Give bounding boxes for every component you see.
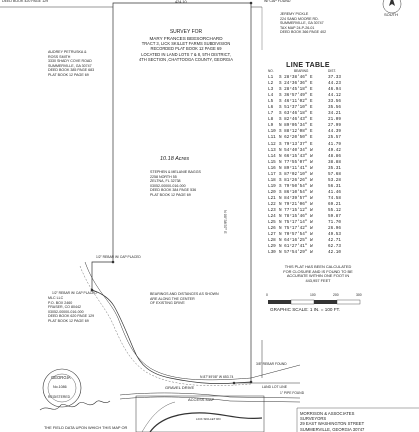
line-bearing: N 64°16'25" W [279,238,313,244]
line-dist: 38.88 [328,159,341,165]
line-no: L29 [268,244,276,250]
scale-caption: GRAPHIC SCALE: 1 IN. = 100 FT. [270,307,341,312]
line-dist: 26.96 [328,226,341,232]
line-no: L13 [268,147,276,153]
east-boundary-bearing: N 00°38'37" E [223,210,227,234]
line-no: L25 [268,220,276,226]
owner-line: STEPHEN & MELANIE BAGGS [150,170,201,174]
line-no: L28 [268,238,276,244]
title-line: SURVEY FOR [169,29,203,35]
line-dist: 56.31 [328,183,341,189]
owner-line: PLAT BOOK 12 PAGE 69 [48,318,89,323]
owner-line: 224 SAND MOORE RD. [280,16,319,21]
line-no: L1 [268,75,274,80]
access-map-road: LICK SKILLET RD [196,417,221,421]
line-bearing: S 88°12'08" E [279,129,313,135]
line-no: L4 [268,93,274,99]
owner-line: DEED BOOK 384 PAGE 536 [150,188,197,193]
seal-number: No.1086 [53,385,67,389]
owner-line: AUDREY PETRUSKA & [48,50,87,54]
line-bearing: N 61°27'41" W [279,244,313,250]
owner-line: SUMMERVILLE, GA 30747 [280,21,324,26]
line-no: L11 [268,135,276,141]
bottom-boundary-dimension: N 87°49'08" W 653.74 [200,375,234,379]
owner-line: FRASER, CO 80442 [48,305,81,310]
owner-west [48,296,94,324]
line-bearing: S 24°36'36" E [279,81,313,87]
line-dist: 57.68 [328,171,341,177]
line-dist: 59.87 [328,214,341,220]
line-no: L23 [268,208,276,214]
line-dist: 41.79 [328,141,341,147]
line-dist: 35.56 [328,105,341,111]
line-bearing: N 84°39'57" W [279,195,313,201]
line-no: L2 [268,81,274,87]
line-dist: 44.23 [328,81,341,87]
title-line: 4TH SECTION ,CHATTOOGA COUNTY, GEORGIA [139,56,233,62]
owner-line: 2258 NORTH 55 [150,174,177,179]
top-right-cap-note: W/ CAP FOUND [264,0,291,3]
surveyor-line: SURVEYORS [300,416,327,422]
owner-line: 03052-00000-016-000 [48,309,84,314]
closure-line: THIS PLAT HAS BEEN CALCULATED [284,264,352,269]
line-bearing: S 81°26'26" W [279,177,313,183]
line-no: L6 [268,105,274,111]
line-no: L24 [268,214,276,220]
closure-note [272,265,364,283]
header-dist: DIST. [328,69,336,73]
line-no: L19 [268,183,276,189]
line-dist: 44.12 [328,93,341,99]
line-bearing: S 36°57'49" E [279,93,313,99]
line-no: L26 [268,226,276,232]
line-bearing: N 78°15'46" W [279,214,313,220]
line-no: L30 [268,250,276,256]
line-no: L20 [268,189,276,195]
seal-bottom-text: REGISTERED [48,395,71,399]
title-line: RECORDED PLAT BOOK 12 PAGE 69 [150,46,222,52]
line-bearing: N 66°15'43" W [279,153,313,159]
line-dist: 46.94 [328,87,341,93]
line-bearing: N 70°57'54" W [279,232,313,238]
line-table-title: LINE TABLE [286,62,330,69]
surveyor-line: MORRISON & ASSOCIATES [300,411,355,416]
title-line: MARY FRANCES BEESORCHARD [149,35,223,41]
line-dist: 62.73 [328,244,341,250]
line-dist: 74.58 [328,195,341,201]
owner-line: TAX MAP 24-P-26-01 [280,25,315,30]
owner-left [48,50,94,78]
header-bearing: BEARING [294,69,309,73]
scale-tick: 300 [356,293,362,297]
line-dist: 27.99 [328,123,341,129]
line-bearing: N 75°17'42" W [279,226,313,232]
line-bearing: N 77°55'07" W [279,159,313,165]
road-name: GRAVEL DRIVE [165,385,195,390]
owner-line: PLAT BOOK 12 PAGE 69 [150,192,191,197]
line-bearing: N 57°54'29" W [279,250,313,256]
line-no: L14 [268,153,276,159]
road-note-line: OF EXISTING DRIVE [150,301,185,306]
road-note-line: ARE ALONG THE CENTER [150,296,195,301]
owner-top-right [280,12,326,35]
owner-center [150,170,201,198]
scale-tick: 100 [310,293,316,297]
line-dist: 25.57 [328,135,341,141]
owner-line: ZELTNA, FL 32738 [150,179,181,184]
line-dist: 48.86 [328,153,341,159]
line-dist: 42.71 [328,238,341,244]
owner-line: SUMMERVILLE, GA 30747 [48,63,92,68]
scale-tick: 200 [333,293,339,297]
acreage-label: 10.18 Acres [160,156,190,162]
line-bearing: N 75°17'14" W [279,220,313,226]
line-bearing: N 54°40'34" W [279,147,313,153]
line-no: L5 [268,99,274,105]
title-line: TRACT 3, LICK SKILLET FARMS SUBDIVISION [141,41,231,47]
line-no: L22 [268,201,276,207]
line-bearing: S 28°38'46" E [279,75,313,80]
line-bearing: N 89°11'41" W [279,165,313,171]
closure-line: 443,957 FEET [305,277,331,283]
line-dist: 42.10 [328,250,341,256]
surveyor-line: 29 EAST WASHINGTON STREET [300,421,365,427]
scale-tick: 0 [266,293,268,297]
line-dist: 55.12 [328,208,341,214]
line-dist: 34.21 [328,111,341,117]
line-bearing: S 79°50'54" W [279,183,313,189]
top-left-deed-note: DEED BOOK 420 PAGE 129 [2,0,49,3]
seal-top-text: GEORGIA [51,375,71,380]
line-dist: 71.70 [328,220,341,226]
line-table-row [268,250,348,256]
line-no: L16 [268,165,276,171]
rebar-label: 1" PIPE FOUND [280,391,305,395]
line-bearing: N 77°15'12" W [279,208,313,214]
land-lot-line-label: LAND LOT LINE [262,385,287,389]
owner-line: MLC LLC [48,296,64,300]
owner-line: ROSS SMITH [48,54,71,59]
line-no: L8 [268,117,274,123]
line-dist: 49.53 [328,232,341,238]
rebar-label: 1/2" REBAR W/ CAP PLACED [52,291,97,295]
line-bearing: S 51°37'10" E [279,105,313,111]
top-dimension: 424.10 [175,0,187,4]
line-dist: 37.33 [328,75,341,80]
owner-line: P.O. BOX 2460 [48,300,73,305]
line-bearing: S 87°02'10" W [279,171,313,177]
line-bearing: S 46°11'02" E [279,99,313,105]
line-dist: 69.21 [328,201,341,207]
line-bearing: N 79°21'06" W [279,201,313,207]
north-arrow-label: SOUTH [384,12,398,17]
line-bearing: S 79°13'37" E [279,141,313,147]
line-dist: 49.42 [328,147,341,153]
footer-note: THE FIELD DATA UPON WHICH THIS MAP OR [44,425,128,430]
line-dist: 44.39 [328,129,341,135]
surveyor-line: SUMMERVILLE, GEORGIA 30747 [300,426,365,432]
surveyor-block [300,411,364,432]
line-dist: 53.28 [328,177,341,183]
line-bearing: S 86°10'54" W [279,189,313,195]
line-no: L10 [268,129,276,135]
owner-line: 3330 SHADY COVE ROAD [48,59,92,64]
header-no: NO. [268,69,274,73]
line-bearing: N 62°20'50" E [279,135,313,141]
line-no: L17 [268,171,276,177]
owner-line: JEREMY PICKLE [280,12,309,16]
access-map-label: ACCESS MAP [188,397,215,402]
owner-line: DEED BOOK 620 PAGE 129 [48,314,95,319]
line-no: L15 [268,159,276,165]
title-line: LOCATED IN LAND LOTS 7 & 8, 5TH DISTRICT, [141,51,231,57]
line-bearing: S 63°46'18" E [279,111,313,117]
line-dist: 33.56 [328,99,341,105]
rebar-label: 3/8" REBAR FOUND [256,362,287,366]
title-block [122,30,250,62]
line-dist: 35.31 [328,165,341,171]
owner-line: PLAT BOOK 12 PAGE 69 [48,72,89,77]
owner-line: DEED BOOK 385 PAGE 683 [48,68,95,73]
closure-line: FOR CLOSURE AND IS FOUND TO BE [283,268,353,274]
line-bearing: S 28°45'18" E [279,87,313,93]
line-no: L3 [268,87,274,93]
road-note [150,292,219,306]
rebar-label: 1/2" REBAR W/ CAP PLACED [96,255,141,259]
line-no: L7 [268,111,274,117]
line-bearing: S 82°46'43" E [279,117,313,123]
road-note-line: BEARINGS AND DISTANCES AS SHOWN [150,292,219,296]
line-dist: 21.09 [328,117,341,123]
line-dist: 41.46 [328,189,341,195]
line-no: L27 [268,232,276,238]
owner-line: DEED BOOK 366 PAGE 402 [280,30,327,35]
line-no: L12 [268,141,276,147]
owner-line: 03052-00000-016-000 [150,183,186,188]
line-no: L9 [268,123,274,129]
closure-line: ACCURATE WITHIN ONE FOOT IN [286,273,350,279]
line-no: L18 [268,177,276,183]
line-bearing: N 89°05'34" E [279,123,313,129]
line-table [268,62,348,256]
line-no: L21 [268,195,276,201]
